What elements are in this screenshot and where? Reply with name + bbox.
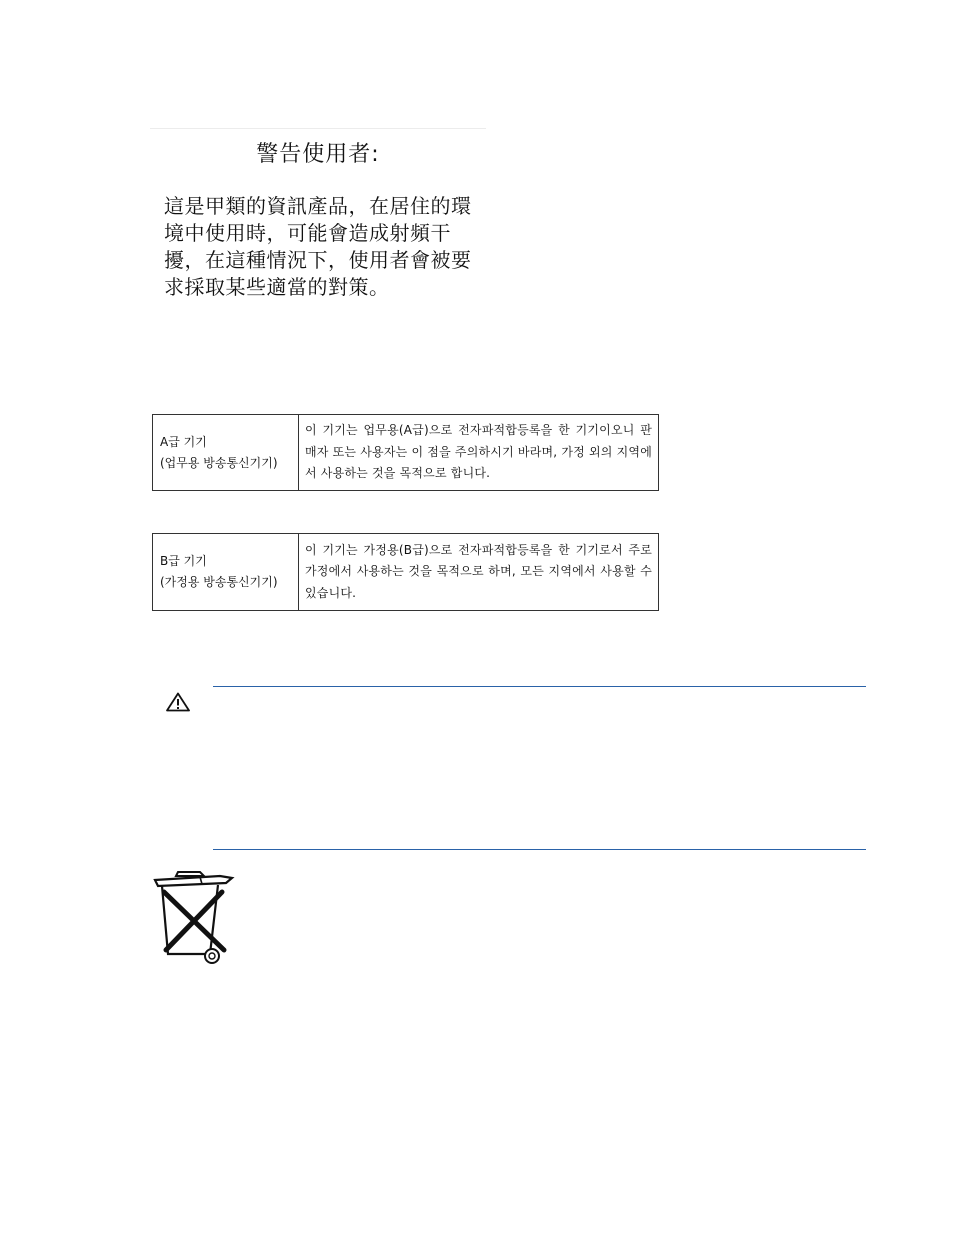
kcc-class-a-table — [152, 414, 659, 491]
caution-top-rule — [213, 686, 866, 687]
bsmi-notice-body: 這是甲類的資訊產品，在居住的環境中使用時，可能會造成射頻干擾，在這種情況下，使用者會被要求採取某些適當的對策。 — [164, 194, 472, 299]
kcc-class-b-label-line1: B급 기기 — [160, 554, 207, 568]
kcc-class-b-label-line2: (가정용 방송통신기기) — [160, 575, 278, 589]
kcc-class-b-label — [153, 534, 299, 611]
kcc-class-a-label — [153, 415, 299, 491]
kcc-class-b-table — [152, 533, 659, 611]
warning-triangle-icon — [166, 692, 190, 712]
bsmi-notice-title: 警告使用者: — [256, 142, 380, 167]
kcc-class-a-label-line2: (업무용 방송통신기기) — [160, 455, 278, 470]
caution-bottom-rule — [213, 849, 866, 850]
bsmi-notice — [150, 128, 486, 309]
kcc-class-a-label-line1: A급 기기 — [160, 434, 207, 449]
kcc-class-a-text: 이 기기는 업무용(A급)으로 전자파적합등록을 한 기기이오니 판매자 또는 사용자는 이 점을 주의하시기 바라며, 가정 외의 지역에서 사용하는 것을 목적으로 합니다. — [299, 415, 659, 491]
kcc-class-b-text: 이 기기는 가정용(B급)으로 전자파적합등록을 한 기기로서 주로 가정에서 사용하는 것을 목적으로 하며, 모든 지역에서 사용할 수 있습니다. — [299, 534, 659, 611]
crossed-out-wheeled-bin-icon — [152, 866, 236, 966]
